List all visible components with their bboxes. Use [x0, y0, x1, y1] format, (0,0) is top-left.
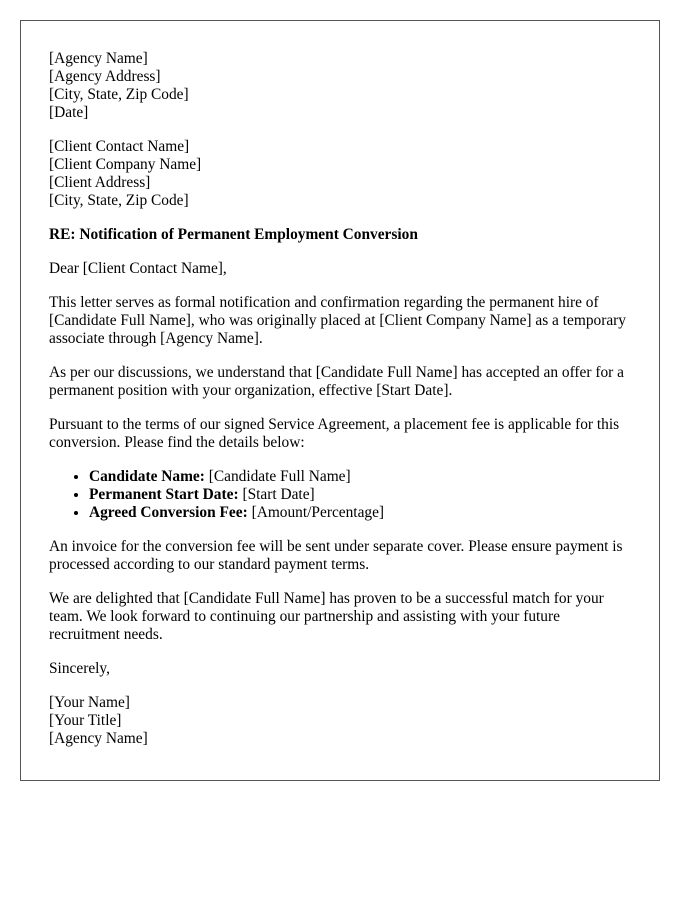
conversion-details-list	[49, 468, 631, 522]
sender-address-block	[49, 50, 631, 122]
closing-paragraph: An invoice for the conversion fee will be sent under separate cover. Please ensure payment is processed according to our standard payment terms.	[49, 538, 623, 573]
detail-label: Candidate Name:	[89, 468, 205, 485]
sign-off: Sincerely,	[49, 660, 110, 677]
detail-item-start-date	[89, 486, 631, 504]
body-paragraph: This letter serves as formal notification and confirmation regarding the permanent hire of [Candidate Full Name], who was originally placed at [Client Company Name] as a temporary associate through [Agency Name].	[49, 294, 626, 347]
signature-block	[49, 694, 631, 748]
detail-value: [Amount/Percentage]	[251, 504, 385, 521]
sender-address: [Agency Address]	[49, 68, 161, 85]
recipient-contact-name: [Client Contact Name]	[49, 138, 190, 155]
recipient-address-block	[49, 138, 631, 210]
body-paragraph: As per our discussions, we understand that [Candidate Full Name] has accepted an offer for a permanent position with your organization, effective [Start Date].	[49, 364, 624, 399]
detail-label: Permanent Start Date:	[89, 486, 239, 503]
detail-item-candidate-name	[89, 468, 631, 486]
recipient-address: [Client Address]	[49, 174, 151, 191]
body-paragraph: Pursuant to the terms of our signed Service Agreement, a placement fee is applicable for this conversion. Please find the details below:	[49, 416, 620, 451]
subject-line: RE: Notification of Permanent Employment Conversion	[49, 226, 418, 243]
signer-name: [Your Name]	[49, 694, 130, 711]
signer-agency: [Agency Name]	[49, 730, 148, 747]
closing-paragraph: We are delighted that [Candidate Full Name] has proven to be a successful match for your team. We look forward to continuing our partnership and assisting with your future recruitment needs.	[49, 590, 604, 643]
signer-title: [Your Title]	[49, 712, 122, 729]
salutation: Dear [Client Contact Name],	[49, 260, 227, 277]
recipient-company-name: [Client Company Name]	[49, 156, 202, 173]
letter	[20, 20, 660, 781]
sender-city-state-zip: [City, State, Zip Code]	[49, 86, 189, 103]
letter-date: [Date]	[49, 104, 89, 121]
detail-label: Agreed Conversion Fee:	[89, 504, 248, 521]
detail-value: [Start Date]	[242, 486, 315, 503]
detail-value: [Candidate Full Name]	[208, 468, 351, 485]
sender-name: [Agency Name]	[49, 50, 148, 67]
detail-item-conversion-fee	[89, 504, 631, 522]
recipient-city-state-zip: [City, State, Zip Code]	[49, 192, 189, 209]
